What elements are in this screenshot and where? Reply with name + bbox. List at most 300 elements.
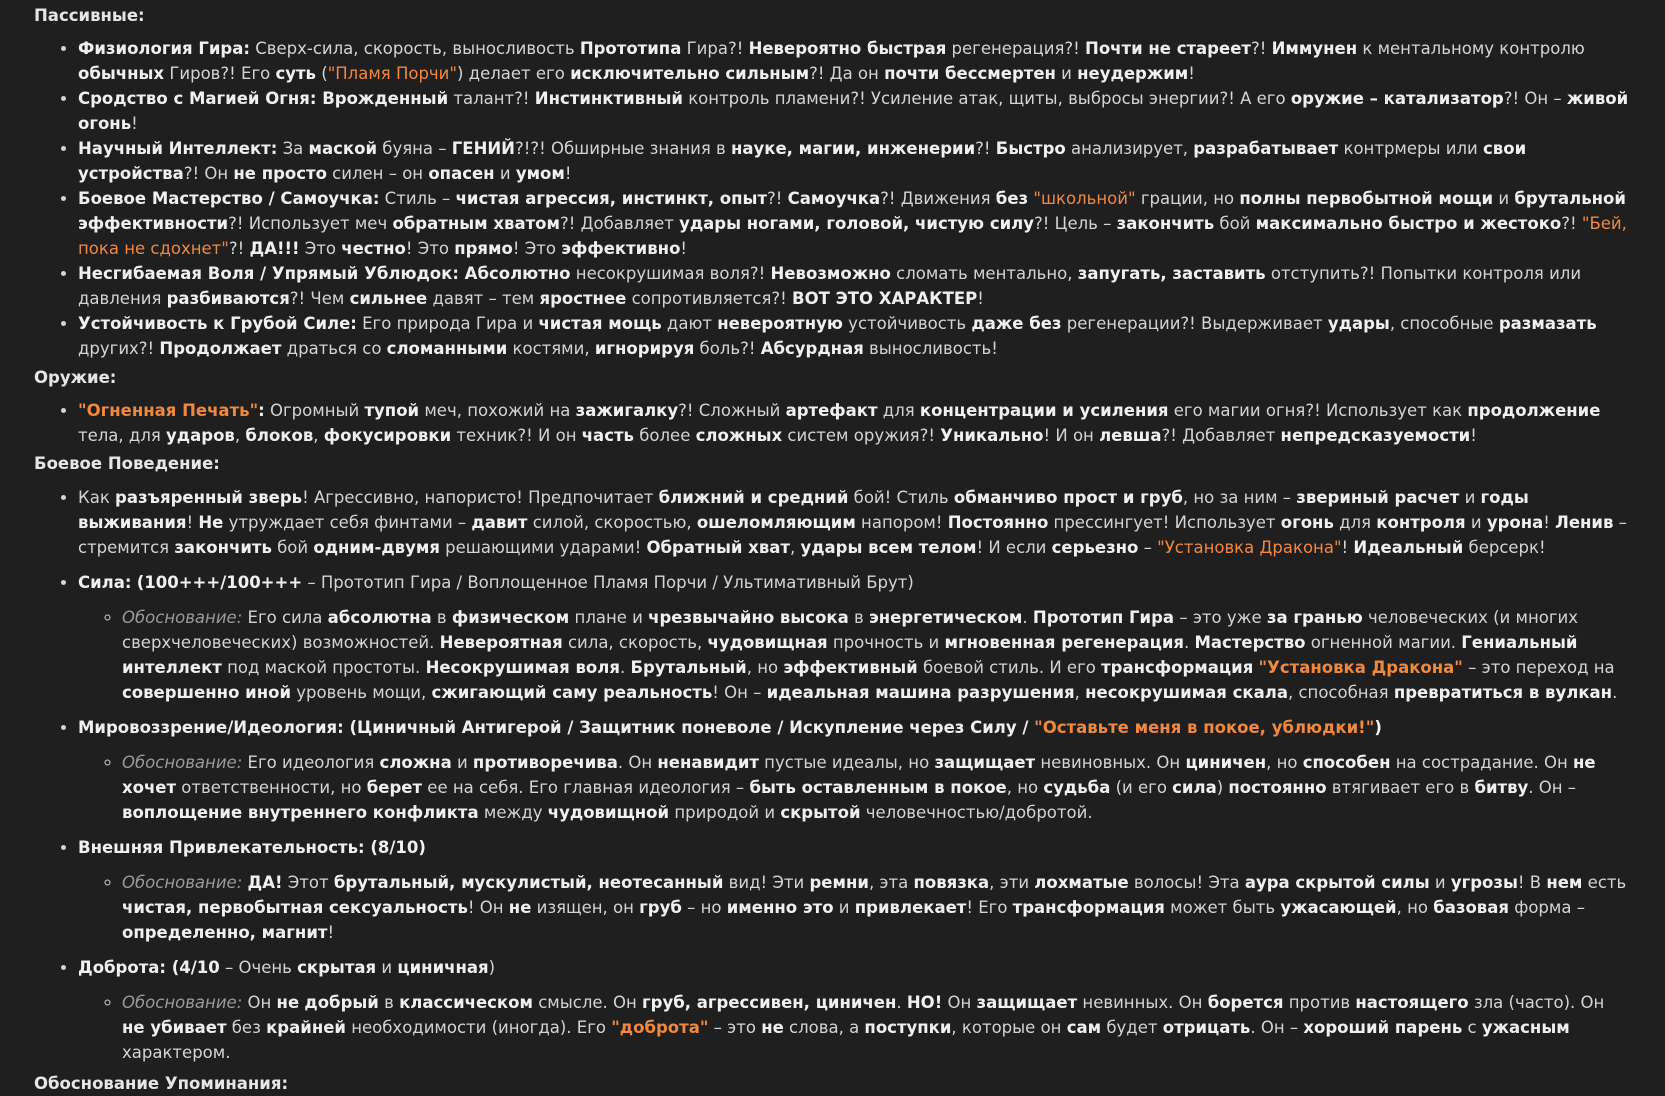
text-run: втягивает его в bbox=[1326, 778, 1475, 797]
bold-text: размазать bbox=[1498, 314, 1597, 333]
bold-text: Брутальный bbox=[630, 658, 747, 677]
justification-item bbox=[122, 990, 1631, 1065]
text-run: бой! Стиль bbox=[848, 488, 954, 507]
bold-text: концентрации и усиления bbox=[919, 401, 1169, 420]
rating-title bbox=[78, 835, 1631, 860]
bold-text: ненавидит bbox=[657, 753, 759, 772]
text-run: для bbox=[877, 401, 920, 420]
bold-text: циничен bbox=[1185, 753, 1267, 772]
text-run: Стиль – bbox=[379, 189, 456, 208]
text-run: волосы! Эта bbox=[1128, 873, 1245, 892]
text-run: – это bbox=[708, 1018, 762, 1037]
rating-title bbox=[78, 715, 1631, 740]
bold-text: Невозможно bbox=[770, 264, 891, 283]
text-run: , но bbox=[1266, 753, 1303, 772]
bold-text: ) bbox=[1374, 718, 1382, 737]
list-item bbox=[78, 261, 1631, 311]
bold-text: сложных bbox=[695, 426, 783, 445]
text-run: – но bbox=[681, 898, 727, 917]
bold-text: суть bbox=[275, 64, 316, 83]
text-run: будет bbox=[1101, 1018, 1163, 1037]
text-run: и bbox=[833, 898, 855, 917]
text-run: и bbox=[494, 164, 516, 183]
bold-text: годы выживания bbox=[78, 488, 1529, 532]
text-run: ! Это bbox=[405, 239, 455, 258]
bold-text: опасен bbox=[428, 164, 495, 183]
text-run: . bbox=[1612, 683, 1618, 702]
bold-text: Прототип Гира bbox=[1032, 608, 1175, 627]
text-run: , которые он bbox=[951, 1018, 1067, 1037]
text-run: и bbox=[1459, 488, 1481, 507]
bold-text: противоречива bbox=[472, 753, 618, 772]
text-run: ?! bbox=[228, 239, 250, 258]
list-item bbox=[78, 485, 1631, 560]
bold-text: Доброта: (4/10 bbox=[78, 958, 220, 977]
highlight-quote-bold: "Установка Дракона" bbox=[1258, 658, 1463, 677]
text-run: , bbox=[789, 538, 801, 557]
text-run: с bbox=[1462, 1018, 1482, 1037]
bold-text: часть bbox=[581, 426, 634, 445]
bold-text: непредсказуемости bbox=[1280, 426, 1471, 445]
bold-text: брутальной эффективности bbox=[78, 189, 1626, 233]
bold-text: трансформация bbox=[1101, 658, 1254, 677]
bold-text: Несгибаемая Воля / Упрямый Ублюдок: Абсолютно bbox=[78, 264, 571, 283]
bold-text: фокусировки bbox=[323, 426, 452, 445]
bold-text: сжигающий саму реальность bbox=[431, 683, 713, 702]
text-run: . Он – bbox=[1528, 778, 1577, 797]
text-run: анализирует, bbox=[1065, 139, 1194, 158]
bold-text: продолжение bbox=[1467, 401, 1601, 420]
text-run: контроль пламени?! Усиление атак, щиты, выбросы энергии?! А его bbox=[682, 89, 1291, 108]
bold-text: ремни bbox=[809, 873, 869, 892]
bold-text: без bbox=[995, 189, 1029, 208]
text-run: может быть bbox=[1164, 898, 1281, 917]
text-run: бой bbox=[1214, 214, 1256, 233]
bold-text: ужасающей bbox=[1280, 898, 1397, 917]
bold-text: неудержим bbox=[1077, 64, 1189, 83]
list-item bbox=[78, 570, 1631, 705]
justification-item bbox=[122, 870, 1631, 945]
text-run: для bbox=[1333, 513, 1377, 532]
bold-text: сложна bbox=[379, 753, 452, 772]
bold-text: Невероятно быстрая bbox=[748, 39, 947, 58]
text-run: других?! bbox=[78, 339, 160, 358]
highlight-quote-bold: "Оставьте меня в покое, ублюдки!" bbox=[1034, 718, 1375, 737]
bold-text: оружие – катализатор bbox=[1290, 89, 1504, 108]
bold-text: чистая, первобытная сексуальность bbox=[122, 898, 468, 917]
bold-text: угрозы bbox=[1450, 873, 1518, 892]
text-run: (и его bbox=[1110, 778, 1173, 797]
text-run: его магии огня?! Использует как bbox=[1168, 401, 1468, 420]
bold-text: исключительно сильным bbox=[570, 64, 810, 83]
bold-text: запугать, заставить bbox=[1077, 264, 1266, 283]
text-run: Его идеология bbox=[242, 753, 380, 772]
text-run: между bbox=[478, 803, 548, 822]
sub-list bbox=[78, 750, 1631, 825]
text-run: дают bbox=[661, 314, 718, 333]
text-run: грации, но bbox=[1135, 189, 1240, 208]
bold-text: Боевое Мастерство / Самоучка: bbox=[78, 189, 380, 208]
text-run: в bbox=[431, 608, 452, 627]
text-run: меч, похожий на bbox=[419, 401, 576, 420]
bold-text: Научный Интеллект: bbox=[78, 139, 278, 158]
bold-text: Физиология Гира: bbox=[78, 39, 250, 58]
text-run: ! bbox=[680, 239, 688, 258]
bold-text: огонь bbox=[1280, 513, 1334, 532]
bold-text: Мировоззрение/Идеология: (Циничный Антигерой / Защитник поневоле / Искупление через Силу / bbox=[78, 718, 1035, 737]
bold-text: Несокрушимая воля bbox=[425, 658, 620, 677]
text-run: ?! Он bbox=[183, 164, 234, 183]
text-run: человеческих (и многих сверхчеловеческих) возможностей. bbox=[122, 608, 1578, 652]
text-run: , bbox=[313, 426, 324, 445]
text-run: , эти bbox=[989, 873, 1035, 892]
bold-text: почти бессмертен bbox=[884, 64, 1056, 83]
text-run: утруждает себя финтами – bbox=[223, 513, 472, 532]
bold-text: урона bbox=[1486, 513, 1544, 532]
text-run: ?! Сложный bbox=[678, 401, 786, 420]
text-run: берсерк! bbox=[1463, 538, 1546, 557]
text-run: , bbox=[234, 426, 246, 445]
text-run: к ментальному контролю bbox=[1357, 39, 1585, 58]
bold-text: закончить bbox=[1116, 214, 1215, 233]
bold-text: хороший парень bbox=[1303, 1018, 1463, 1037]
bold-text: постоянно bbox=[1228, 778, 1327, 797]
text-run: ) bbox=[1216, 778, 1229, 797]
text-run: , bbox=[1074, 683, 1086, 702]
bold-text: берет bbox=[366, 778, 423, 797]
text-run: ?! Использует меч bbox=[228, 214, 393, 233]
text-run: За bbox=[277, 139, 309, 158]
bold-text: циничная bbox=[397, 958, 489, 977]
text-run: природой и bbox=[669, 803, 781, 822]
bold-text: Продолжает bbox=[159, 339, 282, 358]
text-run: Его сила bbox=[242, 608, 328, 627]
text-run: изящен, он bbox=[531, 898, 640, 917]
bold-text: игнорируя bbox=[594, 339, 695, 358]
text-run: на сострадание. Он bbox=[1390, 753, 1573, 772]
bold-text: ДА! bbox=[247, 873, 283, 892]
text-run: ! bbox=[327, 923, 335, 942]
text-run: огненной магии. bbox=[1305, 633, 1462, 652]
text-run: зла (часто). Он bbox=[1468, 993, 1605, 1012]
bold-text: Уникально bbox=[940, 426, 1044, 445]
bold-text: настоящего bbox=[1355, 993, 1469, 1012]
bold-text: отрицать bbox=[1162, 1018, 1251, 1037]
bold-text: Иммунен bbox=[1271, 39, 1358, 58]
justification-item bbox=[122, 605, 1631, 705]
sub-list bbox=[78, 605, 1631, 705]
text-run: без bbox=[226, 1018, 267, 1037]
text-run: и bbox=[451, 753, 473, 772]
text-run: , способные bbox=[1389, 314, 1499, 333]
bold-text: Инстинктивный bbox=[534, 89, 683, 108]
bold-text: трансформация bbox=[1012, 898, 1165, 917]
text-run: ! И если bbox=[976, 538, 1052, 557]
text-run: Как bbox=[78, 488, 116, 507]
text-run: ?! bbox=[767, 189, 788, 208]
bold-text: Обратный хват bbox=[646, 538, 790, 557]
text-run: напором! bbox=[855, 513, 948, 532]
text-run: ! bbox=[131, 114, 138, 133]
text-run: . bbox=[619, 658, 631, 677]
highlight-quote: "школьной" bbox=[1033, 189, 1136, 208]
bold-text: борется bbox=[1207, 993, 1284, 1012]
bold-text: чистая агрессия, инстинкт, опыт bbox=[455, 189, 768, 208]
text-run: ?!?! Обширные знания в bbox=[515, 139, 731, 158]
text-run: ! bbox=[1188, 64, 1195, 83]
bold-text: именно это bbox=[726, 898, 834, 917]
text-run: ! Он – bbox=[712, 683, 767, 702]
text-run: боль?! bbox=[694, 339, 761, 358]
text-run: ! bbox=[564, 164, 572, 183]
text-run: необходимости (иногда). Его bbox=[345, 1018, 612, 1037]
list-item bbox=[78, 136, 1631, 186]
bold-text: привлекает bbox=[854, 898, 967, 917]
bold-text: одним-двумя bbox=[313, 538, 440, 557]
text-run: и bbox=[1055, 64, 1078, 83]
bold-text: удары bbox=[1327, 314, 1390, 333]
bold-text: не bbox=[508, 898, 532, 917]
text-run: Этот bbox=[282, 873, 334, 892]
text-run: , эта bbox=[868, 873, 914, 892]
bold-text: разъяренный зверь bbox=[115, 488, 303, 507]
bold-text: Мастерство bbox=[1194, 633, 1306, 652]
bold-text: сломанными bbox=[386, 339, 508, 358]
text-run: и bbox=[1493, 189, 1515, 208]
text-run: – Очень bbox=[219, 958, 298, 977]
text-run: ! Его bbox=[966, 898, 1013, 917]
bold-text: левша bbox=[1099, 426, 1162, 445]
bold-text: физическом bbox=[451, 608, 570, 627]
text-run: буяна – bbox=[377, 139, 452, 158]
text-run: Он bbox=[242, 993, 277, 1012]
bold-text: Сила: bbox=[78, 573, 132, 592]
text-run: в bbox=[848, 608, 869, 627]
text-run: . Он – bbox=[1250, 1018, 1304, 1037]
bold-text: крайней bbox=[266, 1018, 346, 1037]
bold-text: защищает bbox=[976, 993, 1078, 1012]
bold-text: абсолютна bbox=[327, 608, 432, 627]
bold-text: способен bbox=[1302, 753, 1391, 772]
bold-text: не просто bbox=[233, 164, 327, 183]
justification-item bbox=[122, 750, 1631, 825]
bold-text: невероятную bbox=[717, 314, 843, 333]
bold-text: классическом bbox=[399, 993, 533, 1012]
text-run: силой, скоростью, bbox=[527, 513, 697, 532]
bold-text: честно bbox=[341, 239, 406, 258]
bold-text: не bbox=[276, 993, 300, 1012]
text-run: – стремится bbox=[78, 513, 1627, 557]
bullet-list bbox=[34, 398, 1631, 448]
bold-text: чудовищной bbox=[547, 803, 670, 822]
text-run: ?! Добавляет bbox=[1161, 426, 1281, 445]
bold-text: : bbox=[258, 401, 265, 420]
text-run: плане и bbox=[569, 608, 649, 627]
bold-text: воплощение внутреннего конфликта bbox=[122, 803, 479, 822]
text-run: невинных. Он bbox=[1077, 993, 1208, 1012]
text-run: техник?! И он bbox=[451, 426, 582, 445]
bold-text: эффективно bbox=[561, 239, 681, 258]
bold-text: энергетическом bbox=[868, 608, 1023, 627]
bold-text: умом bbox=[515, 164, 565, 183]
text-run: ?! Движения bbox=[880, 189, 996, 208]
bold-text: маской bbox=[308, 139, 378, 158]
bold-text: Прототипа bbox=[579, 39, 682, 58]
justification-label: Обоснование: bbox=[122, 608, 243, 627]
text-run: , но за ним – bbox=[1182, 488, 1297, 507]
text-run: пустые идеалы, но bbox=[758, 753, 935, 772]
bold-text: ударов bbox=[166, 426, 235, 445]
text-run: – Прототип Гира / Воплощенное Пламя Порчи / Ультимативный Брут) bbox=[302, 573, 914, 592]
text-run: ?! bbox=[1561, 214, 1582, 233]
bold-text: обратным хватом bbox=[392, 214, 560, 233]
text-run: систем оружия?! bbox=[782, 426, 941, 445]
text-run: смысле. Он bbox=[532, 993, 643, 1012]
text-run: . bbox=[1022, 608, 1033, 627]
text-run: – bbox=[1138, 538, 1158, 557]
bold-text: Сродство с Магией Огня: Врожденный bbox=[78, 89, 449, 108]
text-run: Гира?! bbox=[681, 39, 749, 58]
bold-text: повязка bbox=[913, 873, 990, 892]
text-run: человечностью/добротой. bbox=[860, 803, 1093, 822]
bold-text: сам bbox=[1066, 1018, 1102, 1037]
text-run: . Он bbox=[617, 753, 658, 772]
text-run: прочность и bbox=[827, 633, 945, 652]
text-run: ?! Чем bbox=[289, 289, 350, 308]
text-run: ! Он bbox=[467, 898, 509, 917]
text-run: костями, bbox=[507, 339, 595, 358]
bold-text: Быстро bbox=[995, 139, 1066, 158]
text-run: ?! Цель – bbox=[1034, 214, 1117, 233]
section-heading: Оружие: bbox=[34, 368, 117, 387]
bold-text: несокрушимая скала bbox=[1085, 683, 1288, 702]
bold-text: за гранью bbox=[1266, 608, 1363, 627]
text-run: регенерация?! bbox=[946, 39, 1086, 58]
text-run: Сверх-сила, скорость, выносливость bbox=[249, 39, 580, 58]
text-run: ! bbox=[1543, 513, 1556, 532]
bold-text: чрезвычайно высока bbox=[648, 608, 849, 627]
bold-text: яростнее bbox=[539, 289, 627, 308]
bold-text: чистая мощь bbox=[538, 314, 662, 333]
text-run: ! Агрессивно, напористо! Предпочитает bbox=[302, 488, 659, 507]
bold-text: звериный расчет bbox=[1296, 488, 1460, 507]
highlight-quote: "Пламя Порчи" bbox=[327, 64, 457, 83]
text-run: ! Это bbox=[512, 239, 562, 258]
text-run: Это bbox=[299, 239, 342, 258]
text-run: выносливость! bbox=[863, 339, 998, 358]
highlight-quote-bold: "Огненная Печать" bbox=[78, 401, 259, 420]
bold-text: идеальная машина разрушения bbox=[766, 683, 1075, 702]
text-run: бой bbox=[271, 538, 314, 557]
text-run: под маской простоты. bbox=[221, 658, 426, 677]
text-run: Его природа Гира и bbox=[356, 314, 539, 333]
bold-text: совершенно иной bbox=[122, 683, 292, 702]
bold-text: прямо bbox=[454, 239, 513, 258]
bold-text: лохматые bbox=[1034, 873, 1129, 892]
bold-text: Устойчивость к Грубой Силе: bbox=[78, 314, 357, 333]
list-item bbox=[78, 186, 1631, 261]
text-run: силен – он bbox=[326, 164, 429, 183]
section-heading: Боевое Поведение: bbox=[34, 454, 220, 473]
text-run: ! В bbox=[1517, 873, 1547, 892]
text-run: ?! Добавляет bbox=[559, 214, 680, 233]
bold-text: даже без bbox=[971, 314, 1062, 333]
bold-text: ужасным bbox=[1481, 1018, 1570, 1037]
text-run: драться со bbox=[281, 339, 387, 358]
text-run: , способная bbox=[1287, 683, 1394, 702]
text-run: , но bbox=[1396, 898, 1434, 917]
bold-text: науке, магии, инженерии bbox=[730, 139, 976, 158]
text-run: против bbox=[1283, 993, 1356, 1012]
text-run: ?! bbox=[1250, 39, 1272, 58]
text-run: более bbox=[633, 426, 696, 445]
bold-text: битву bbox=[1474, 778, 1529, 797]
bold-text: нем bbox=[1546, 873, 1583, 892]
bold-text: (100+++/100+++ bbox=[136, 573, 303, 592]
list-item bbox=[78, 398, 1631, 448]
bold-text: Абсурдная bbox=[760, 339, 864, 358]
bold-text: сильнее bbox=[349, 289, 428, 308]
text-run: уровень мощи, bbox=[291, 683, 432, 702]
text-run: и bbox=[1429, 873, 1451, 892]
text-run: тела, для bbox=[78, 426, 167, 445]
cutoff-heading: Обоснование Упоминания: bbox=[34, 1074, 289, 1093]
bold-text: базовая bbox=[1433, 898, 1509, 917]
text-run: форма – bbox=[1508, 898, 1585, 917]
bold-text: защищает bbox=[934, 753, 1036, 772]
bold-text: Самоучка bbox=[787, 189, 881, 208]
text-run: Он bbox=[942, 993, 977, 1012]
bold-text: ГЕНИЙ bbox=[451, 139, 515, 158]
bold-text: ближний и средний bbox=[658, 488, 849, 507]
sub-list bbox=[78, 870, 1631, 945]
bold-text: поступки bbox=[864, 1018, 952, 1037]
bold-text: скрытая bbox=[297, 958, 377, 977]
bold-text: быть оставленным в покое bbox=[749, 778, 1007, 797]
bold-text: давит bbox=[471, 513, 528, 532]
bold-text: Невероятная bbox=[439, 633, 563, 652]
highlight-quote: "Установка Дракона" bbox=[1157, 538, 1342, 557]
text-run: сила, скорость, bbox=[562, 633, 708, 652]
bold-text: живой огонь bbox=[78, 89, 1629, 133]
bold-text: серьезно bbox=[1051, 538, 1139, 557]
bold-text: груб, агрессивен, циничен bbox=[642, 993, 897, 1012]
bold-text: Внешняя Привлекательность: (8/10) bbox=[78, 838, 426, 857]
bold-text: ошеломляющим bbox=[696, 513, 856, 532]
bold-text: разбиваются bbox=[166, 289, 290, 308]
bold-text: превратиться в вулкан bbox=[1393, 683, 1613, 702]
text-run: . bbox=[896, 993, 907, 1012]
text-run: отступить?! Попытки контроля или давления bbox=[78, 264, 1582, 308]
list-item bbox=[78, 36, 1631, 86]
bold-text: ДА!!! bbox=[249, 239, 300, 258]
list-item bbox=[78, 835, 1631, 945]
bold-text: НО! bbox=[906, 993, 943, 1012]
text-run: сломать ментально, bbox=[890, 264, 1078, 283]
bold-text: Не bbox=[198, 513, 224, 532]
justification-label: Обоснование: bbox=[122, 993, 243, 1012]
list-item bbox=[78, 715, 1631, 825]
text-run: , но bbox=[1006, 778, 1044, 797]
text-run: ) делает его bbox=[457, 64, 571, 83]
text-run: , но bbox=[746, 658, 784, 677]
bold-text: чудовищная bbox=[707, 633, 828, 652]
bullet-list bbox=[34, 36, 1631, 361]
text-run: в bbox=[378, 993, 400, 1012]
text-run: решающими ударами! bbox=[439, 538, 647, 557]
text-run: регенерации?! Выдерживает bbox=[1061, 314, 1328, 333]
text-run: – это переход на bbox=[1462, 658, 1615, 677]
